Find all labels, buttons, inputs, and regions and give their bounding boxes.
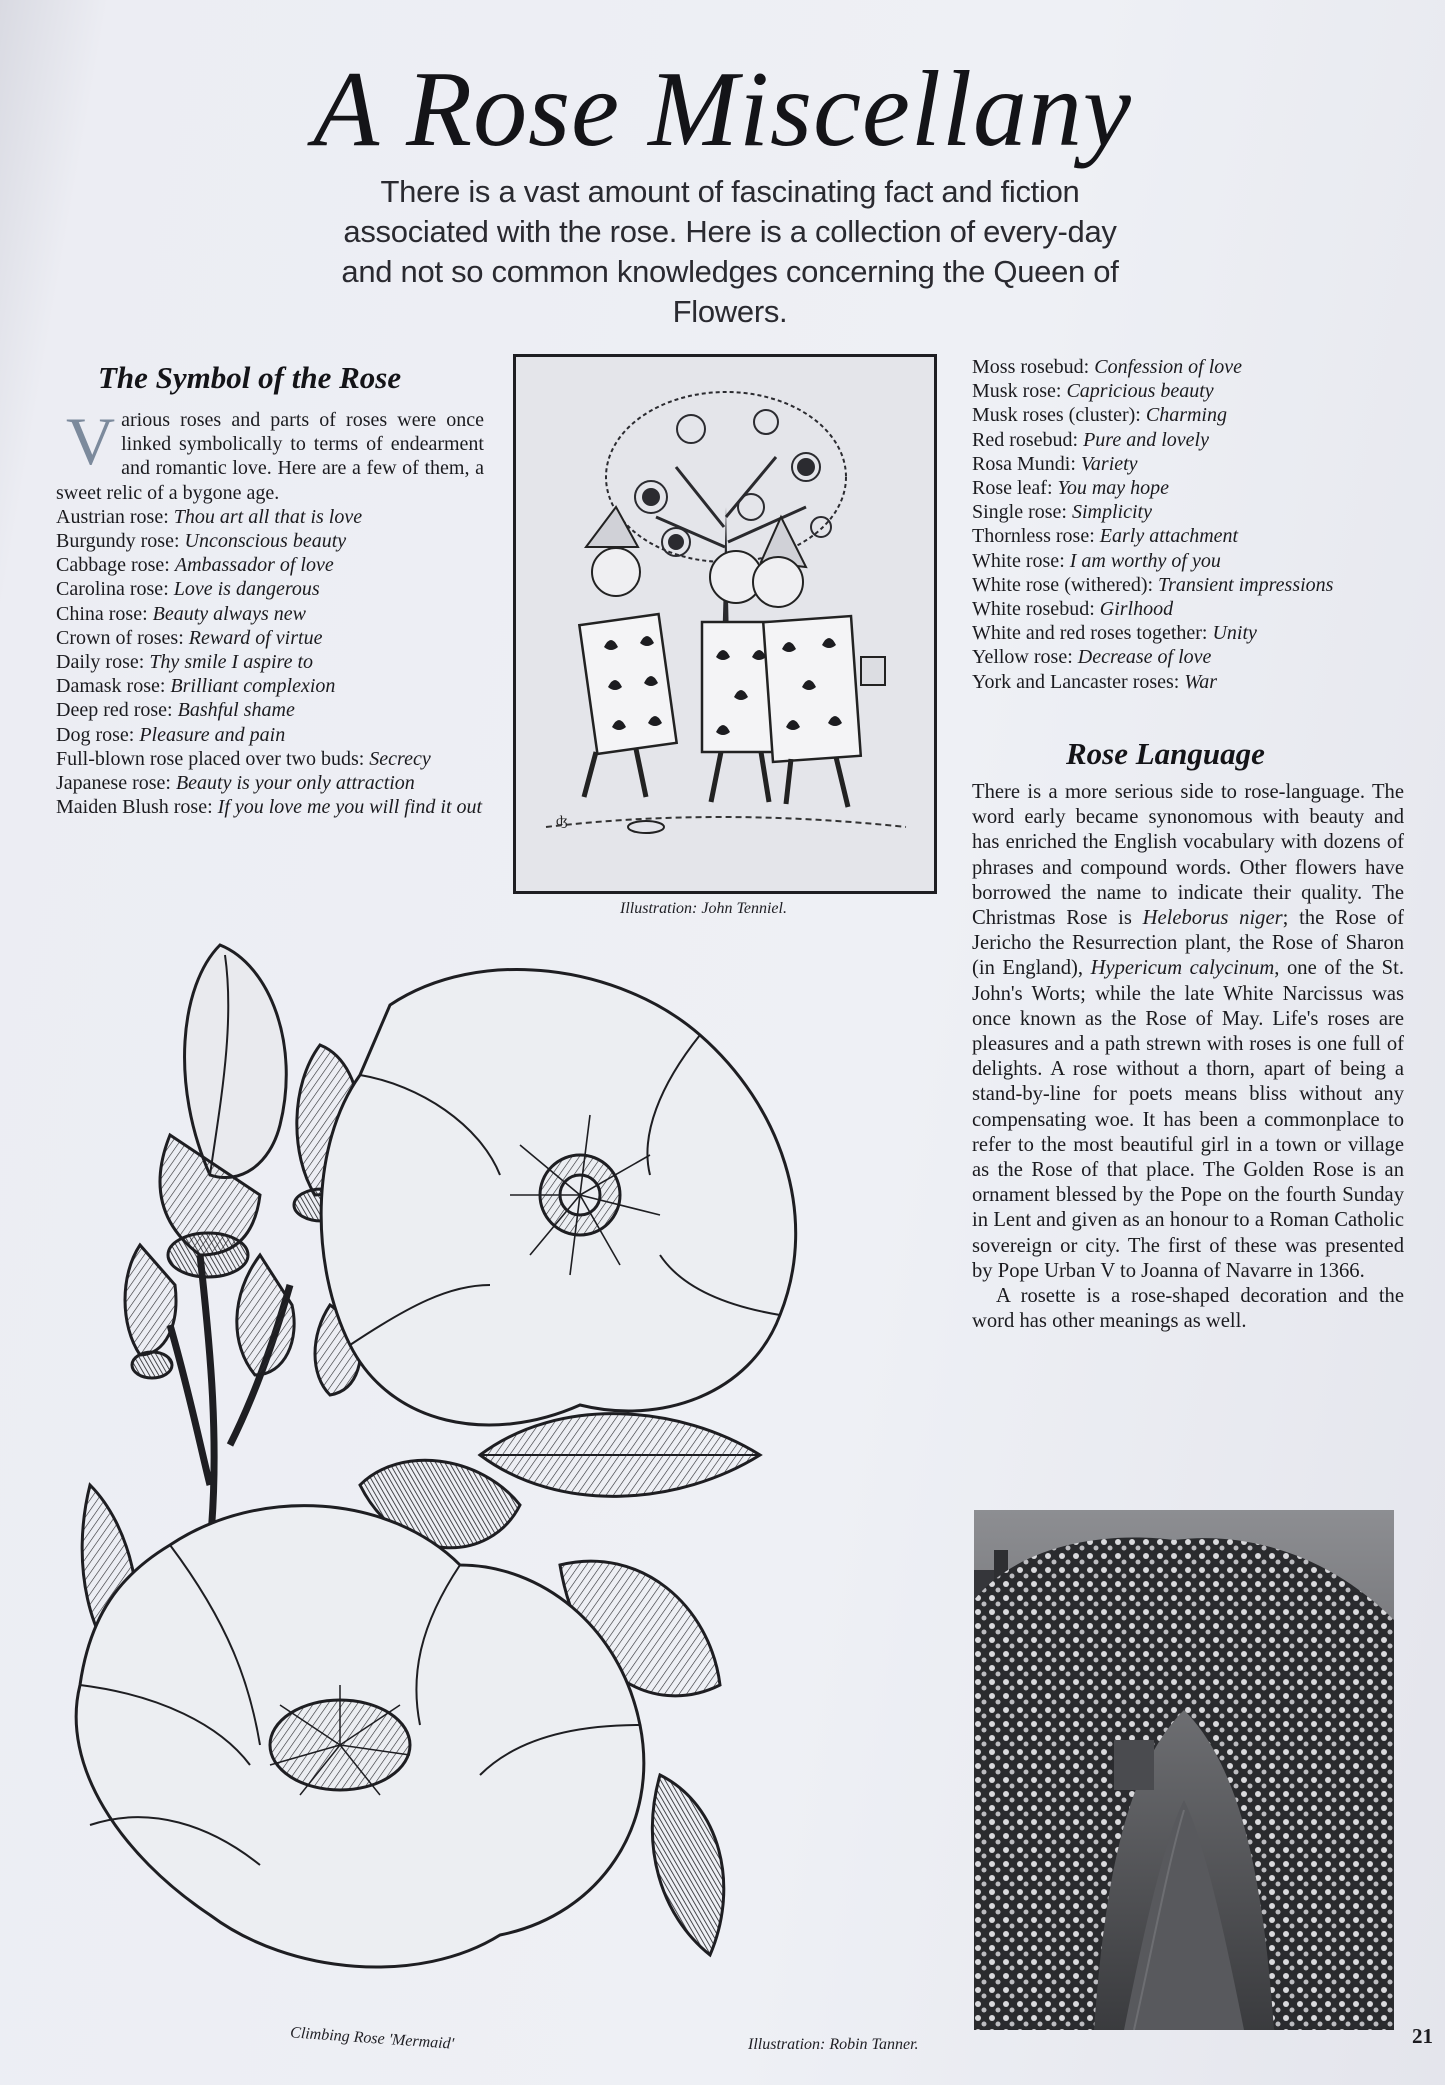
symbol-intro	[56, 403, 484, 505]
rose-name: Burgundy rose:	[56, 530, 185, 553]
tanner-caption: Illustration: Robin Tanner.	[748, 2036, 919, 2053]
rose-meaning: Brilliant complexion	[170, 675, 336, 698]
language-botanical-name: Heleborus niger	[1142, 907, 1283, 930]
rose-name: White rosebud:	[972, 598, 1100, 621]
rose-meaning: Reward of virtue	[188, 626, 323, 649]
rose-name: Thornless rose:	[972, 525, 1100, 548]
rose-meaning: Capricious beauty	[1066, 380, 1214, 403]
rose-name: China rose:	[56, 602, 153, 625]
symbol-entry	[972, 645, 1404, 669]
rose-name: Musk rose:	[972, 380, 1067, 403]
symbol-entry	[972, 621, 1404, 645]
rose-meaning: Early attachment	[1099, 525, 1239, 548]
rose-meaning: Secrecy	[369, 747, 431, 770]
rose-name: Rose leaf:	[972, 477, 1058, 500]
language-text-run: , one of the St. John's Worts; while the late White Narcissus was once known as the Rose of May. Life's roses are pleasures and a path strewn with roses is one full of delights. A rose without a thorn, apart of being a stand-by-line for poets means bliss without any compensating woe. It has been a commonplace to refer to the most beautiful girl in a town or village as the Rose of that place. The Golden Rose is an ornament blessed by the Pope on the fourth Sunday in Lent and given as an honour to a Roman Catholic sovereign or city. The first of these was presented by Pope Urban V to Joanna of Navarre in 1366.	[972, 957, 1404, 1282]
symbol-entry	[972, 549, 1404, 573]
rose-meaning: Beauty always new	[152, 602, 306, 625]
rose-meaning: Love is dangerous	[173, 578, 320, 601]
climbing-rose-illustration	[60, 925, 850, 2025]
symbol-entry	[972, 500, 1404, 524]
rose-meaning: Ambassador of love	[174, 554, 334, 577]
language-paragraph-1	[972, 780, 1404, 1284]
symbol-entry	[56, 529, 484, 553]
symbol-entry	[972, 452, 1404, 476]
symbol-entry	[56, 553, 484, 577]
rose-meaning: Confession of love	[1094, 356, 1242, 378]
language-text	[972, 780, 1404, 1334]
rose-name: Yellow rose:	[972, 646, 1078, 669]
card-gardeners-drawing	[516, 357, 934, 891]
symbol-entry	[972, 573, 1404, 597]
rose-meaning: War	[1184, 670, 1217, 693]
symbol-entry	[56, 698, 484, 722]
rose-name: Rosa Mundi:	[972, 452, 1081, 475]
symbol-entry	[56, 795, 484, 819]
rose-arch-picture	[974, 1510, 1394, 2030]
symbol-entry-list-continued	[972, 355, 1404, 694]
rose-name: Dog rose:	[56, 723, 140, 746]
rose-name: Daily rose:	[56, 651, 150, 674]
rose-name: Damask rose:	[56, 675, 171, 698]
symbol-entry	[972, 670, 1404, 694]
symbol-entry	[972, 379, 1404, 403]
tenniel-caption: Illustration: John Tenniel.	[620, 900, 787, 917]
rose-name: Carolina rose:	[56, 578, 174, 601]
language-text-run: There is a more serious side to rose-language. The word early became synonomous with beauty and has enriched the English vocabulary with dozens of phrases and compound words. Other flowers have borrowed the name to indicate their quality. The Christmas Rose is	[972, 781, 1404, 930]
rose-name: Red rosebud:	[972, 428, 1084, 451]
symbol-intro-text: arious roses and parts of roses were once linked symbolically to terms of endearment and romantic love. Here are a few of them, a sweet relic of a bygone age.	[56, 409, 484, 504]
rose-name: Japanese rose:	[56, 772, 176, 795]
language-text-run: ; the Rose of Jericho the Resurrection plant, the Rose of Sharon (in England),	[972, 907, 1405, 980]
symbol-heading: The Symbol of the Rose	[98, 360, 402, 395]
symbol-entry	[972, 476, 1404, 500]
page-title: A Rose Miscellany	[313, 50, 1132, 169]
symbol-entry	[56, 577, 484, 601]
page-subtitle: There is a vast amount of fascinating fact and fiction associated with the rose. Here is a collection of every-day and not so common knowledges concerning the Queen of Flowers.	[341, 174, 1119, 329]
symbol-entry-list	[56, 505, 484, 820]
symbol-entry	[972, 355, 1404, 379]
symbol-entry	[56, 626, 484, 650]
rose-meaning: Variety	[1080, 452, 1138, 475]
rose-meaning: Thy smile I aspire to	[149, 651, 314, 674]
symbol-entry	[56, 771, 484, 795]
rose-meaning: Unconscious beauty	[184, 530, 347, 553]
rose-meaning: Decrease of love	[1077, 646, 1212, 669]
symbol-entry	[56, 602, 484, 626]
rose-name: Cabbage rose:	[56, 554, 175, 577]
rose-name: Austrian rose:	[56, 505, 174, 528]
rose-name: Single rose:	[972, 501, 1072, 524]
rose-meaning: Unity	[1212, 622, 1257, 645]
tenniel-illustration	[513, 354, 937, 894]
rose-meaning: Transient impressions	[1158, 573, 1334, 596]
language-botanical-name: Hypericum calycinum	[1090, 957, 1275, 980]
svg-text:ʤ: ʤ	[556, 814, 568, 829]
rose-meaning: I am worthy of you	[1069, 549, 1221, 572]
rose-meaning: Bashful shame	[177, 699, 295, 722]
symbol-entry	[972, 524, 1404, 548]
rose-name: Deep red rose:	[56, 699, 178, 722]
symbol-entry	[56, 747, 484, 771]
symbol-entry	[56, 674, 484, 698]
drop-cap: V	[66, 403, 116, 479]
rose-name: Moss rosebud:	[972, 356, 1095, 378]
symbol-entry	[972, 597, 1404, 621]
rose-name-caption: Climbing Rose 'Mermaid'	[289, 2024, 455, 2053]
symbol-column	[56, 403, 484, 819]
rose-name: York and Lancaster roses:	[972, 670, 1185, 693]
rose-meaning: Beauty is your only attraction	[175, 772, 415, 795]
rose-meaning: You may hope	[1057, 477, 1170, 500]
rose-meaning: If you love me you will find it out	[217, 796, 483, 819]
rose-name: Full-blown rose placed over two buds:	[56, 747, 370, 770]
symbol-entry	[56, 723, 484, 747]
page-number: 21	[1412, 2024, 1433, 2048]
rose-meaning: Simplicity	[1072, 501, 1152, 524]
rose-name: White rose (withered):	[972, 573, 1159, 596]
rose-name: Maiden Blush rose:	[56, 796, 218, 819]
rose-meaning: Pure and lovely	[1083, 428, 1209, 451]
symbol-entry	[56, 650, 484, 674]
rose-meaning: Thou art all that is love	[173, 505, 363, 528]
language-paragraph-2: A rosette is a rose-shaped decoration and the word has other meanings as well.	[972, 1285, 1404, 1333]
rose-name: Musk roses (cluster):	[972, 404, 1146, 427]
rose-name: Crown of roses:	[56, 626, 189, 649]
language-heading: Rose Language	[1066, 736, 1265, 771]
symbol-entry	[972, 403, 1404, 427]
rose-arch-photo	[974, 1510, 1394, 2030]
symbol-entry	[972, 428, 1404, 452]
rose-name: White and red roses together:	[972, 622, 1213, 645]
rose-meaning: Charming	[1145, 404, 1227, 427]
symbol-entry	[56, 505, 484, 529]
rose-name: White rose:	[972, 549, 1070, 572]
rose-meaning: Girlhood	[1099, 598, 1174, 621]
rose-meaning: Pleasure and pain	[139, 723, 286, 746]
